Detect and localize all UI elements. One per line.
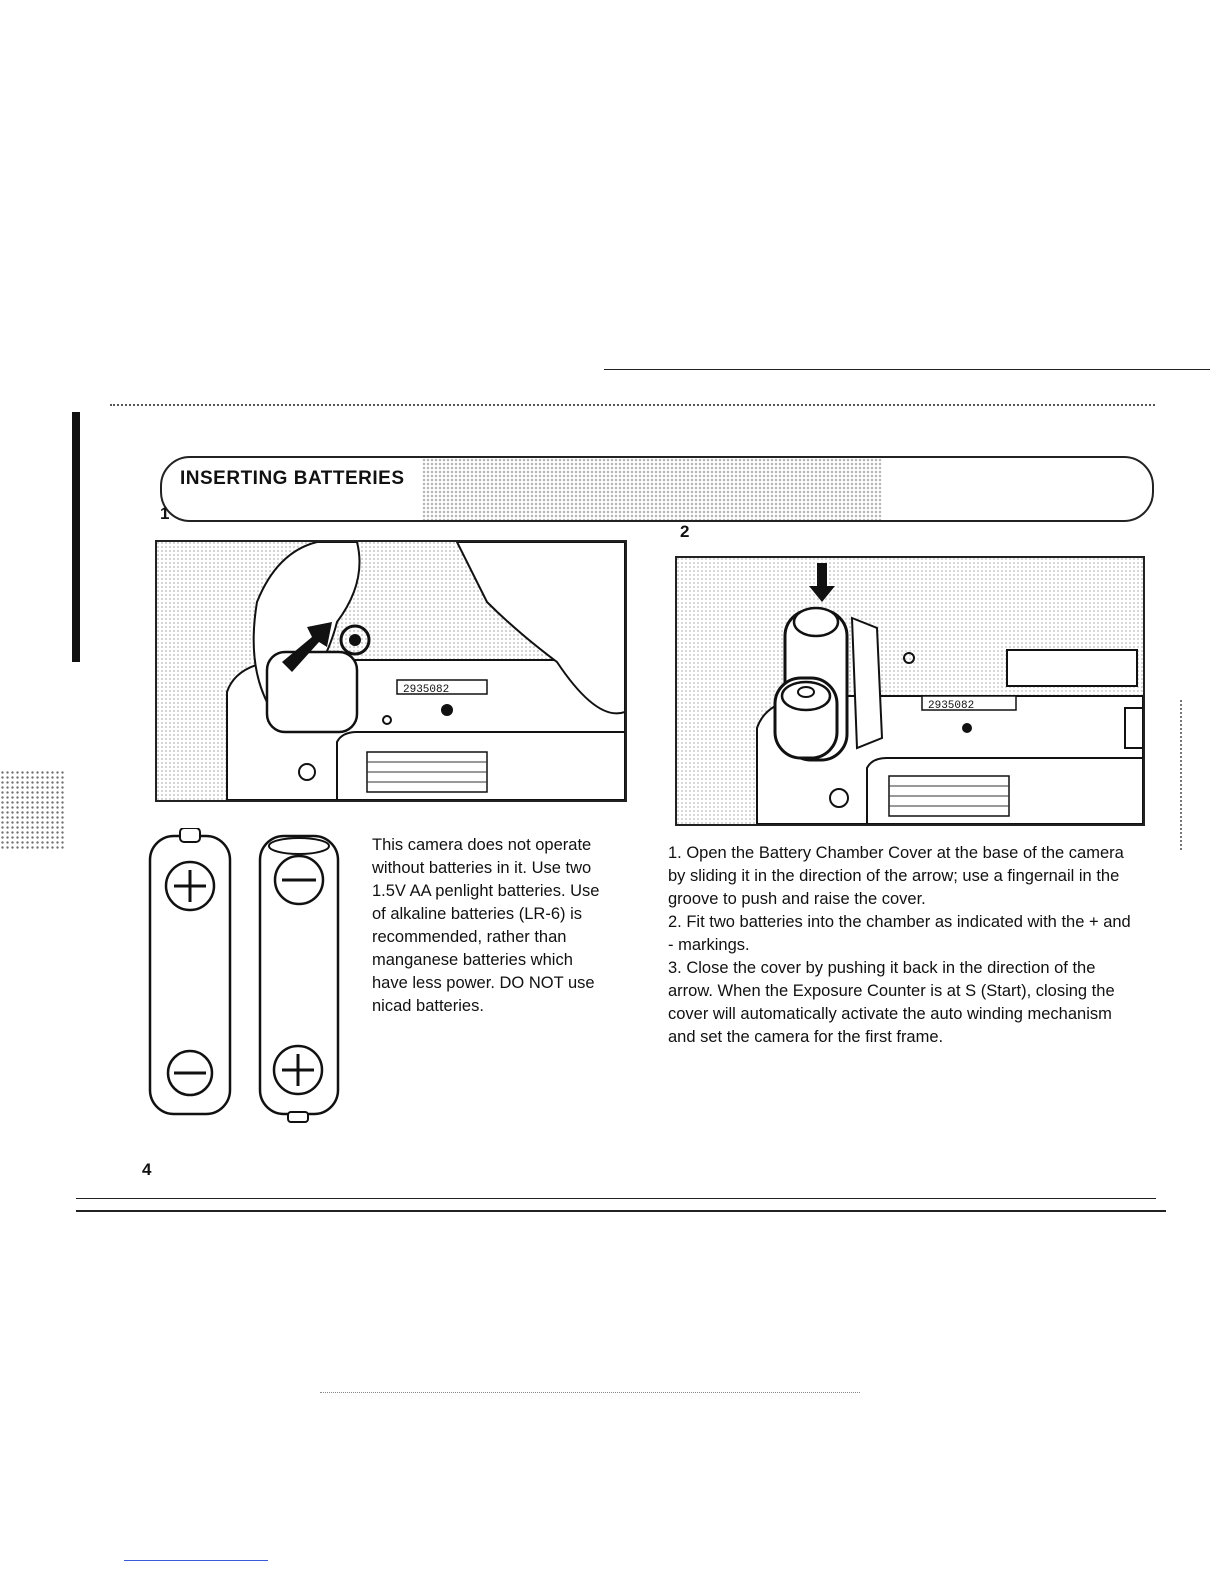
step-3: 3. Close the cover by pushing it back in the direction of the arrow. When the Exposure Counter is at S (Start), closing the cover will automatically activate the auto winding mechanism and set the camera for the first frame. [668, 959, 1115, 1046]
bottom-scan-dots [320, 1392, 860, 1393]
battery-diagram-svg [148, 828, 348, 1128]
scan-noise-left [0, 770, 66, 850]
binding-edge [72, 412, 80, 662]
page-number: 4 [142, 1160, 152, 1179]
figure-1-illustration [157, 542, 625, 800]
insertion-steps [668, 842, 1138, 1049]
step-2: 2. Fit two batteries into the chamber as indicated with the + and - markings. [668, 913, 1131, 954]
top-rule [604, 369, 1210, 370]
bottom-rule-2 [76, 1210, 1166, 1212]
serial-number-right: 2935082 [928, 700, 975, 712]
figure-2-number: 2 [680, 522, 690, 541]
battery-note-text: This camera does not operate without batteries in it. Use two 1.5V AA penlight batteries. Use of alkaline batteries (LR-6) is recommended, rather than manganese batteries which have less power. DO NOT use nicad batteries. [372, 836, 600, 1015]
section-title-band [160, 456, 1154, 522]
figure-2-illustration [677, 558, 1143, 824]
title-halftone [422, 458, 882, 520]
figure-2-batteries-inserted-photo [675, 556, 1145, 826]
battery-orientation-diagram [148, 828, 348, 1128]
bottom-rule-1 [76, 1198, 1156, 1199]
battery-requirement-note [372, 834, 612, 1018]
figure-1-number: 1 [160, 504, 170, 523]
figure-1-camera-base-photo [155, 540, 627, 802]
right-edge-dots [1180, 700, 1182, 850]
section-title: INSERTING BATTERIES [180, 468, 405, 489]
bottom-blue-line [124, 1560, 268, 1561]
serial-number-left: 2935082 [403, 684, 450, 696]
top-dotted-line [110, 404, 1155, 406]
step-1: 1. Open the Battery Chamber Cover at the base of the camera by sliding it in the direction of the arrow; use a fingernail in the groove to push and raise the cover. [668, 844, 1124, 908]
